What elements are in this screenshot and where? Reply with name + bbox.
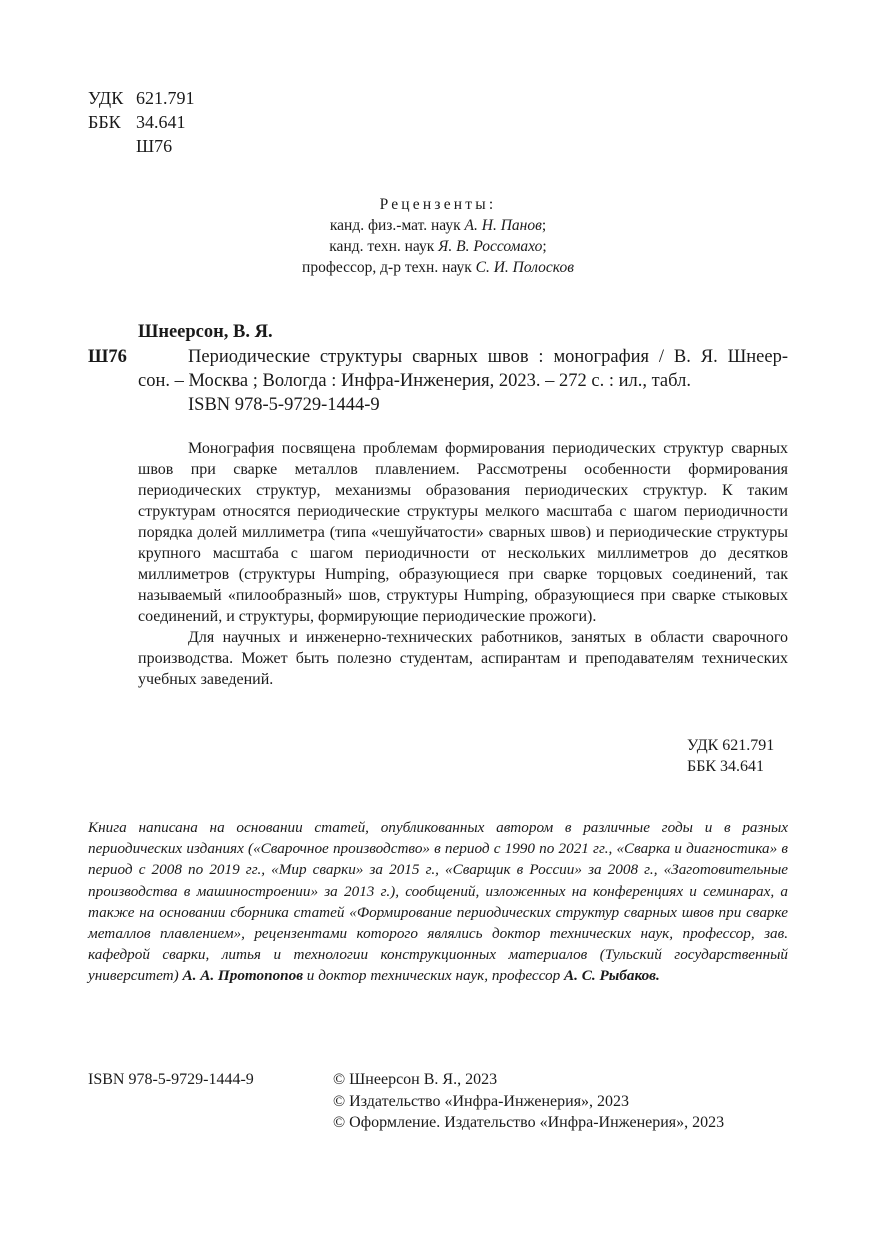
note-middle: и доктор технических наук, профессор <box>303 967 565 985</box>
reviewers-block <box>88 194 788 278</box>
reviewer-name: Я. В. Россомахо <box>438 238 543 255</box>
bib-line-1: Периодические структуры сварных швов : монография / В. Я. Шнеер- <box>188 347 788 367</box>
reviewer-name: С. И. Полосков <box>475 259 574 276</box>
udk-value: 621.791 <box>136 88 195 108</box>
footer-isbn: ISBN 978-5-9729-1444-9 <box>88 1071 254 1088</box>
reviewer-line: канд. техн. наук Я. В. Россомахо; <box>329 238 547 255</box>
reviewers-heading: Рецензенты: <box>379 196 497 213</box>
note-text: Книга написана на основании статей, опубликованных автором в различные годы и в разных периодических изданиях («Сварочное производство» в период с 1990 по 2021 гг., «Сварка и диагностика» в период с 2008 по 2019 гг., «Мир сварки» за 2015 г., «Сварщик в России» за 2008 г., «Заготовительные производства в машиностроении» за 2013 г.), сообщений, изложенных на конференциях и семинарах, а также на основании сборника статей «Формирование периодических структур сварных швов при сварке металлов плавлением», рецензентами которого являлись доктор технических наук, профессор, зав. кафедрой сварки, литья и технологии конструкционных материалов (Тульский государственный университет) <box>88 819 788 985</box>
publication-note <box>88 817 788 987</box>
bibliographic-description <box>138 345 788 417</box>
bbk-value: 34.641 <box>136 112 186 132</box>
bbk-row <box>88 110 195 134</box>
abstract-paragraph: Монография посвящена проблемам формирования периодических структур сварных швов при сварке металлов плавлением. Рассмотрены особенности формирования периодических структур, механизмы образования периодических структур. К таким структурам относятся периодические структуры мелкого масштаба с шагом периодичности порядка долей миллиметра (типа «чешуйчатости» сварных швов) и периодические структуры крупного масштаба с шагом периодичности от нескольких миллиметров до десятков миллиметров (структуры Humping, образующиеся при сварке торцовых соединений, так называемый «пилообразный» шов, структуры Humping, образующиеся при сварке стыковых соединений, и структуры, формирующие периодические прожоги). <box>138 440 788 625</box>
bbk-label: ББК <box>88 112 121 132</box>
bbk-line: ББК 34.641 <box>687 758 765 775</box>
copyright-line: © Оформление. Издательство «Инфра-Инженерия», 2023 <box>333 1114 725 1131</box>
catalog-code: Ш76 <box>88 347 127 367</box>
reviewer-name: А. Н. Панов <box>464 217 542 234</box>
udk-row <box>88 86 195 110</box>
book-author: Шнеерсон, В. Я. <box>138 322 273 342</box>
udk-bbk-block <box>687 735 774 777</box>
author-code: Ш76 <box>136 136 173 156</box>
author-code-row <box>88 134 195 158</box>
note-name-1: А. А. Протопопов <box>182 967 303 985</box>
classification-block <box>88 86 195 158</box>
abstract <box>138 438 788 690</box>
bib-line-2: сон. – Москва ; Вологда : Инфра-Инженерия, 2023. – 272 с. : ил., табл. <box>138 371 691 391</box>
reviewer-line: профессор, д-р техн. наук С. И. Полосков <box>302 259 574 276</box>
reviewer-line: канд. физ.-мат. наук А. Н. Панов; <box>329 217 547 234</box>
note-name-2: А. С. Рыбаков. <box>564 967 660 985</box>
abstract-paragraph: Для научных и инженерно-технических работников, занятых в области сварочного производства. Может быть полезно студентам, аспирантам и преподавателям технических учебных заведений. <box>138 629 788 688</box>
copyright-line: © Издательство «Инфра-Инженерия», 2023 <box>333 1092 630 1110</box>
bib-isbn: ISBN 978-5-9729-1444-9 <box>188 395 380 415</box>
copyright-line: © Шнеерсон В. Я., 2023 <box>333 1071 498 1088</box>
copyright-block <box>333 1069 724 1134</box>
udk-label: УДК <box>88 88 124 108</box>
udk-line: УДК 621.791 <box>687 737 775 754</box>
